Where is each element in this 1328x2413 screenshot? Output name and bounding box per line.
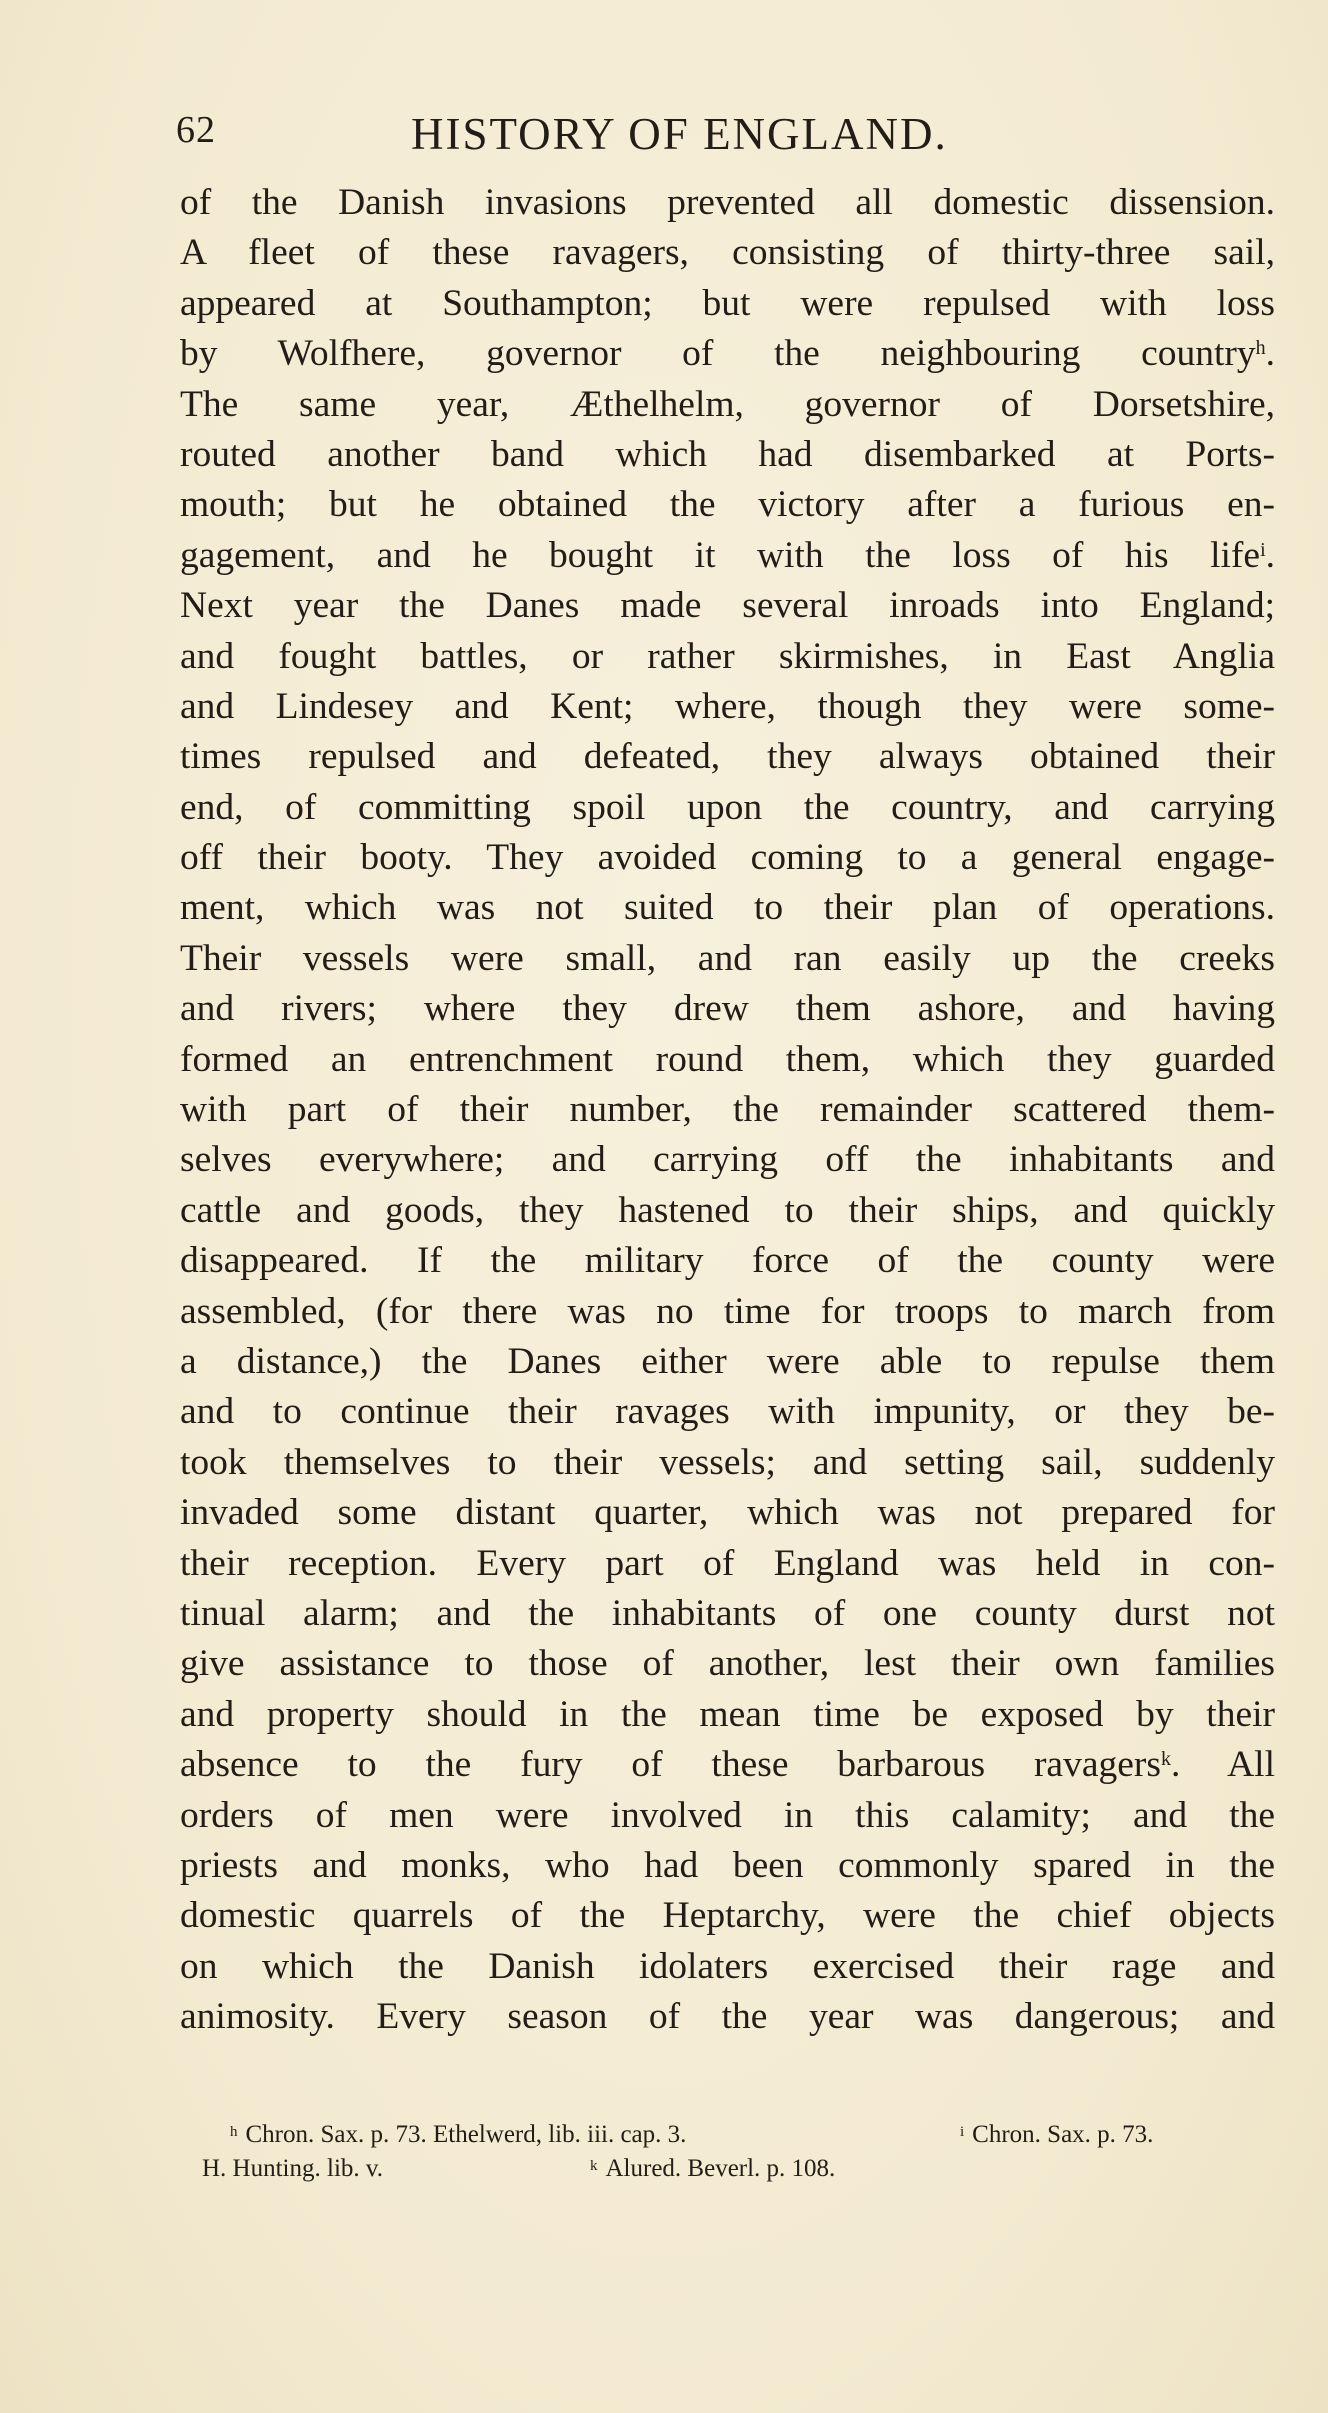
text-line: cattle and goods, they hastened to their ships, and quickly bbox=[180, 1189, 1275, 1231]
running-head: HISTORY OF ENGLAND. bbox=[411, 109, 948, 159]
text-line: orders of men were involved in this calamity; and the bbox=[180, 1794, 1275, 1836]
text-line: with part of their number, the remainder scattered them- bbox=[180, 1089, 1275, 1131]
text-line: a distance,) the Danes either were able to repulse them bbox=[180, 1340, 1275, 1382]
text-line bbox=[180, 531, 1275, 581]
text-line: invaded some distant quarter, which was not prepared for bbox=[180, 1492, 1275, 1534]
text-line: formed an entrenchment round them, which they guarded bbox=[180, 1038, 1275, 1080]
footnote-h-continued: H. Hunting. lib. v. bbox=[202, 2155, 384, 2182]
text-line: their reception. Every part of England was held in con- bbox=[180, 1542, 1275, 1584]
text-line: and to continue their ravages with impunity, or they be- bbox=[180, 1391, 1275, 1433]
footnote-mark-k: k bbox=[1160, 1748, 1171, 1771]
text-line: appeared at Southampton; but were repulsed with loss bbox=[180, 282, 1275, 324]
page-number: 62 bbox=[176, 109, 216, 151]
footnotes bbox=[180, 2118, 1280, 2186]
text-line: assembled, (for there was no time for troops to march from bbox=[180, 1290, 1275, 1332]
text-line: end, of committing spoil upon the country, and carrying bbox=[180, 786, 1275, 828]
text-line: times repulsed and defeated, they always obtained their bbox=[180, 736, 1275, 778]
text-line: animosity. Every season of the year was dangerous; and bbox=[180, 1996, 1275, 2038]
text-line: and fought battles, or rather skirmishes, in East Anglia bbox=[180, 635, 1275, 677]
footnote-i bbox=[960, 2118, 1153, 2152]
text-line-tail: . bbox=[1265, 534, 1275, 576]
footnote-h-mark: h bbox=[230, 2124, 238, 2140]
footnote-h-text: Chron. Sax. p. 73. Ethelwerd, lib. iii. cap. 3. bbox=[245, 2121, 687, 2148]
text-line: priests and monks, who had been commonly spared in the bbox=[180, 1844, 1275, 1886]
text-line: and property should in the mean time be exposed by their bbox=[180, 1693, 1275, 1735]
text-line bbox=[180, 1740, 1275, 1790]
text-line: and rivers; where they drew them ashore, and having bbox=[180, 988, 1275, 1030]
text-line: ment, which was not suited to their plan of operations. bbox=[180, 887, 1275, 929]
text-line: tinual alarm; and the inhabitants of one county durst not bbox=[180, 1592, 1275, 1634]
text-line bbox=[180, 329, 1275, 379]
text-line-content: absence to the fury of these barbarous ravagers bbox=[180, 1744, 1161, 1786]
text-line: mouth; but he obtained the victory after a furious en- bbox=[180, 484, 1275, 526]
text-line: domestic quarrels of the Heptarchy, were the chief objects bbox=[180, 1895, 1275, 1937]
footnote-line bbox=[180, 2152, 1280, 2186]
footnote-k-text: Alured. Beverl. p. 108. bbox=[605, 2155, 836, 2182]
footnote-k-mark: k bbox=[590, 2158, 598, 2174]
text-line: off their booty. They avoided coming to a general engage- bbox=[180, 837, 1275, 879]
footnote-k bbox=[590, 2152, 835, 2186]
text-line: The same year, Æthelhelm, governor of Dorsetshire, bbox=[180, 383, 1275, 425]
text-line: Next year the Danes made several inroads into England; bbox=[180, 585, 1275, 627]
text-line: Their vessels were small, and ran easily up the creeks bbox=[180, 937, 1275, 979]
text-line-content: gagement, and he bought it with the loss of his life bbox=[180, 534, 1261, 576]
text-line: give assistance to those of another, lest their own families bbox=[180, 1643, 1275, 1685]
text-line: on which the Danish idolaters exercised their rage and bbox=[180, 1945, 1275, 1987]
footnote-i-text: Chron. Sax. p. 73. bbox=[972, 2121, 1154, 2148]
body-text bbox=[180, 178, 1275, 2042]
footnote-line bbox=[180, 2118, 1280, 2152]
footnote-h bbox=[230, 2118, 686, 2152]
text-line: and Lindesey and Kent; where, though they were some- bbox=[180, 685, 1275, 727]
text-line: A fleet of these ravagers, consisting of thirty-three sail, bbox=[180, 232, 1275, 274]
footnote-i-mark: i bbox=[960, 2124, 965, 2140]
text-line: selves everywhere; and carrying off the inhabitants and bbox=[180, 1139, 1275, 1181]
text-line: took themselves to their vessels; and setting sail, suddenly bbox=[180, 1441, 1275, 1483]
footnote-mark-h: h bbox=[1255, 337, 1266, 360]
text-line: disappeared. If the military force of the county were bbox=[180, 1240, 1275, 1282]
text-line-tail: . bbox=[1265, 333, 1275, 375]
text-line: of the Danish invasions prevented all domestic dissension. bbox=[180, 182, 1275, 223]
page-header bbox=[176, 100, 1276, 170]
text-line-tail: . All bbox=[1170, 1744, 1275, 1786]
text-line-content: by Wolfhere, governor of the neighbouring country bbox=[180, 333, 1256, 375]
footnote-mark-i: i bbox=[1260, 538, 1266, 561]
text-line: routed another band which had disembarked at Ports- bbox=[180, 433, 1275, 475]
